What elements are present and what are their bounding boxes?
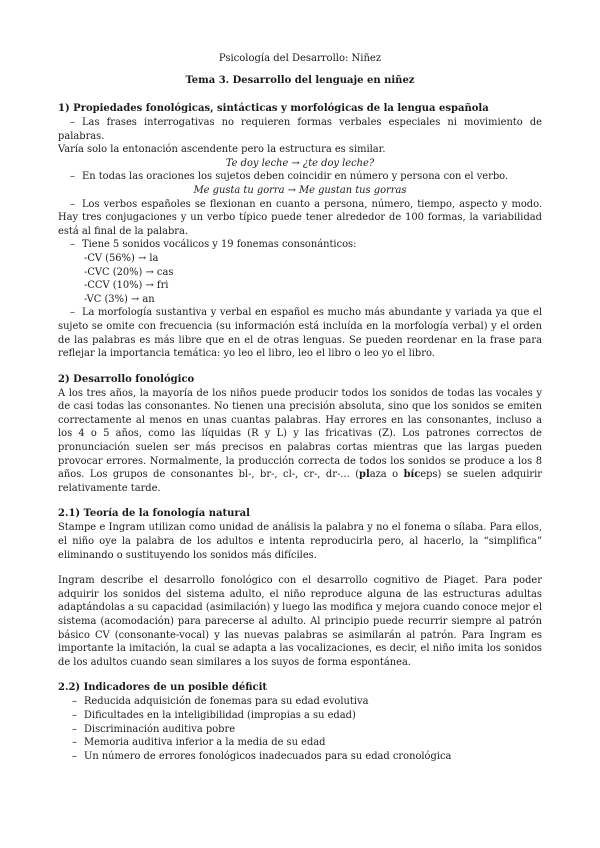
syllable-item: -CV (56%) → la [84,252,159,264]
bullet-text: Tiene 5 sonidos vocálicos y 19 fonemas consonánticos: [82,239,357,251]
list-item [58,170,542,197]
list-item [58,116,542,170]
example-agreement: Me gusta tu gorra → Me gustan tus gorras [193,184,407,196]
dash-glyph: – [70,171,75,183]
section-heading-2-1: 2.1) Teoría de la fonología natural [58,508,250,520]
syllable-item: -VC (3%) → an [84,293,155,305]
list-item: – Dificultades en la inteligibilidad (impropias a su edad) [72,709,356,721]
bullet-text: Los verbos españoles se flexionan en cuanto a persona, número, tiempo, aspecto y modo. Hay tres conjugaciones y un verbo típico puede tener alrededor de 100 formas, la variabilidad está al final de la palabra. [58,198,542,237]
dash-glyph: – [70,239,75,251]
dash-glyph: – [70,307,75,319]
topic-title: Tema 3. Desarrollo del lenguaje en niñez [185,75,415,86]
syllable-item: -CVC (20%) → cas [84,266,174,278]
deficit-indicators-list [58,695,542,763]
bullet-text: En todas las oraciones los sujetos deben coincidir en número y persona con el verbo. [82,171,509,183]
course-title: Psicología del Desarrollo: Niñez [218,53,382,64]
section-heading-2: 2) Desarrollo fonológico [58,373,195,385]
paragraph-phonological-development: A los tres años, la mayoría de los niños puede producir todos los sonidos de todas las vocales y de casi todas las consonantes. No tienen una precisión absoluta, sino que los sonidos se emiten correctamente al menos en unas cuantas palabras. Hay errores en las consonantes, incluso a los 4 o 5 años, como las líquidas (R y L) y las fricativas (Z). Los patrones correctos de pronunciación suelen ser más precisos en palabras cortas mientras que las largas pueden provocar errores. Normalmente, la producción correcta de todos los sonidos se produce a los 8 años. Los grupos de consonantes bl-, br-, cl-, cr-, dr-... (plaza o bíceps) se suelen adquirir relativamente tarde. [58,387,542,494]
syllable-list [58,252,542,306]
dash-glyph: – [70,198,75,210]
document-page [58,52,542,763]
section-heading-1: 1) Propiedades fonológicas, sintácticas y morfológicas de la lengua española [58,103,489,114]
dash-glyph: – [70,117,75,128]
bullet-text: Las frases interrogativas no requieren formas verbales especiales ni movimiento de palabras. [58,117,542,142]
list-item: – Reducida adquisición de fonemas para su edad evolutiva [72,696,369,708]
paragraph-stampe-ingram: Stampe e Ingram utilizan como unidad de análisis la palabra y no el fonema o sílaba. Para ellos, el niño oye la palabra de los adultos e intenta reproducirla pero, al hacerlo, la “simplifica” eliminando o sustituyendo los sonidos más difíciles. [58,522,542,561]
bullet-text-cont: Varía solo la entonación ascendente pero la estructura es similar. [58,144,386,156]
list-item: – Un número de errores fonológicos inadecuados para su edad cronológica [72,750,452,762]
list-item [58,238,542,306]
syllable-item: -CCV (10%) → fri [84,280,169,292]
list-item: – Memoria auditiva inferior a la media de su edad [72,737,326,749]
paragraph-ingram-piaget: Ingram describe el desarrollo fonológico con el desarrollo cognitivo de Piaget. Para poder adquirir los sonidos del sistema adulto, el niño reproduce alguna de las estructuras adultas adaptándolas a su capacidad (asimilación) y luego las modifica y mejora cuando conoce mejor el sistema (acomodación) para parecerse al adulto. Al principio puede recurrir siempre al patrón básico CV (consonante-vocal) y las nuevas palabras se asimilarán al patrón. Para Ingram es importante la imitación, la cual se adapta a las vocalizaciones, es decir, el niño imita los sonidos de los adultos cuando sean similares a los suyos de forma espontánea. [58,575,542,668]
bullet-text: La morfología sustantiva y verbal en español es mucho más abundante y variada ya que el sujeto se omite con frecuencia (su información está incluída en la morfología verbal) y el orden de las palabras es más libre que en el de otras lenguas. Se pueden reordenar en la frase para reflejar la importancia temática: yo leo el libro, leo el libro o leo yo el libro. [58,307,542,360]
list-item [58,306,542,360]
list-item [58,198,542,239]
example-interrogative: Te doy leche → ¿te doy leche? [225,157,375,169]
section-1-list [58,116,542,361]
list-item: – Discriminación auditiva pobre [72,723,236,735]
section-heading-2-2: 2.2) Indicadores de un posible déficit [58,682,268,694]
